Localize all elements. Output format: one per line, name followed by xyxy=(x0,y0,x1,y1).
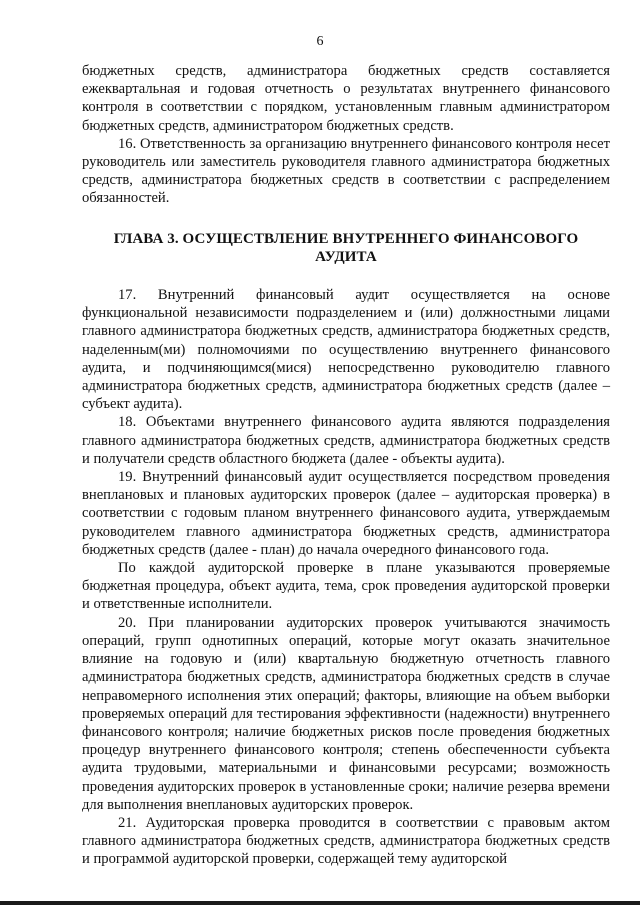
chapter-heading: ГЛАВА 3. ОСУЩЕСТВЛЕНИЕ ВНУТРЕННЕГО ФИНАНСОВОГО АУДИТА xyxy=(113,230,579,265)
paragraph-18: 18. Объектами внутреннего финансового аудита являются подразделения главного администратора бюджетных средств, администратора бюджетных средств и получатели средств областного бюджета (далее - объекты аудита). xyxy=(82,414,610,467)
paragraph-21: 21. Аудиторская проверка проводится в соответствии с правовым актом главного администратора бюджетных средств, администратора бюджетных средств и программой аудиторской проверки, содержащей тему аудиторской xyxy=(82,814,610,868)
page-number: 6 xyxy=(316,34,324,49)
paragraph-19-plan-details: По каждой аудиторской проверке в плане указываются проверяемые бюджетная процедура, объект аудита, тема, срок проведения аудиторской проверки и ответственные исполнители. xyxy=(82,560,610,613)
paragraph-17: 17. Внутренний финансовый аудит осуществляется на основе функциональной независимости подразделением и (или) должностными лицами главного администратора бюджетных средств, администратора бюджетных средств, наделенным(ми) полномочиями по осуществлению внутреннего финансового аудита, и подчиняющимся(мися) непосредственно руководителю главного администратора бюджетных средств, администратора бюджетных средств (далее – субъект аудита). xyxy=(82,287,610,413)
paragraph-16: 16. Ответственность за организацию внутреннего финансового контроля несет руководитель или заместитель руководителя главного администратора бюджетных средств, администратора бюджетных средств в соответствии с распределением обязанностей. xyxy=(82,135,610,207)
document-body xyxy=(82,62,610,869)
page-bottom-edge xyxy=(0,901,640,905)
paragraph-20: 20. При планировании аудиторских проверок учитываются значимость операций, групп однотипных операций, которые могут оказать значительное влияние на годовую и (или) квартальную бюджетную отчетность главного администратора бюджетных средств, администратора бюджетных средств в случае неправомерного исполнения этих операций; факторы, влияющие на объем выборки проверяемых операций для тестирования эффективности (надежности) внутреннего финансового контроля; наличие бюджетных рисков после проведения бюджетных процедур внутреннего финансового контроля; степень обеспеченности субъекта аудита трудовыми, материальными и финансовыми ресурсами; возможность проведения аудиторских проверок в установленные сроки; наличие резерва времени для выполнения внеплановых аудиторских проверок. xyxy=(82,614,610,813)
paragraph-19: 19. Внутренний финансовый аудит осуществляется посредством проведения внеплановых и плановых аудиторских проверок (далее – аудиторская проверка) в соответствии с годовым планом внутреннего финансового аудита, утверждаемым руководителем главного администратора бюджетных средств, администратора бюджетных средств (далее - план) до начала очередного финансового года. xyxy=(82,469,610,558)
paragraph-continuation: бюджетных средств, администратора бюджетных средств составляется ежеквартальная и годовая отчетность о результатах внутреннего финансового контроля в соответствии с порядком, установленным главным администратором бюджетных средств, администратором бюджетных средств. xyxy=(82,63,610,134)
